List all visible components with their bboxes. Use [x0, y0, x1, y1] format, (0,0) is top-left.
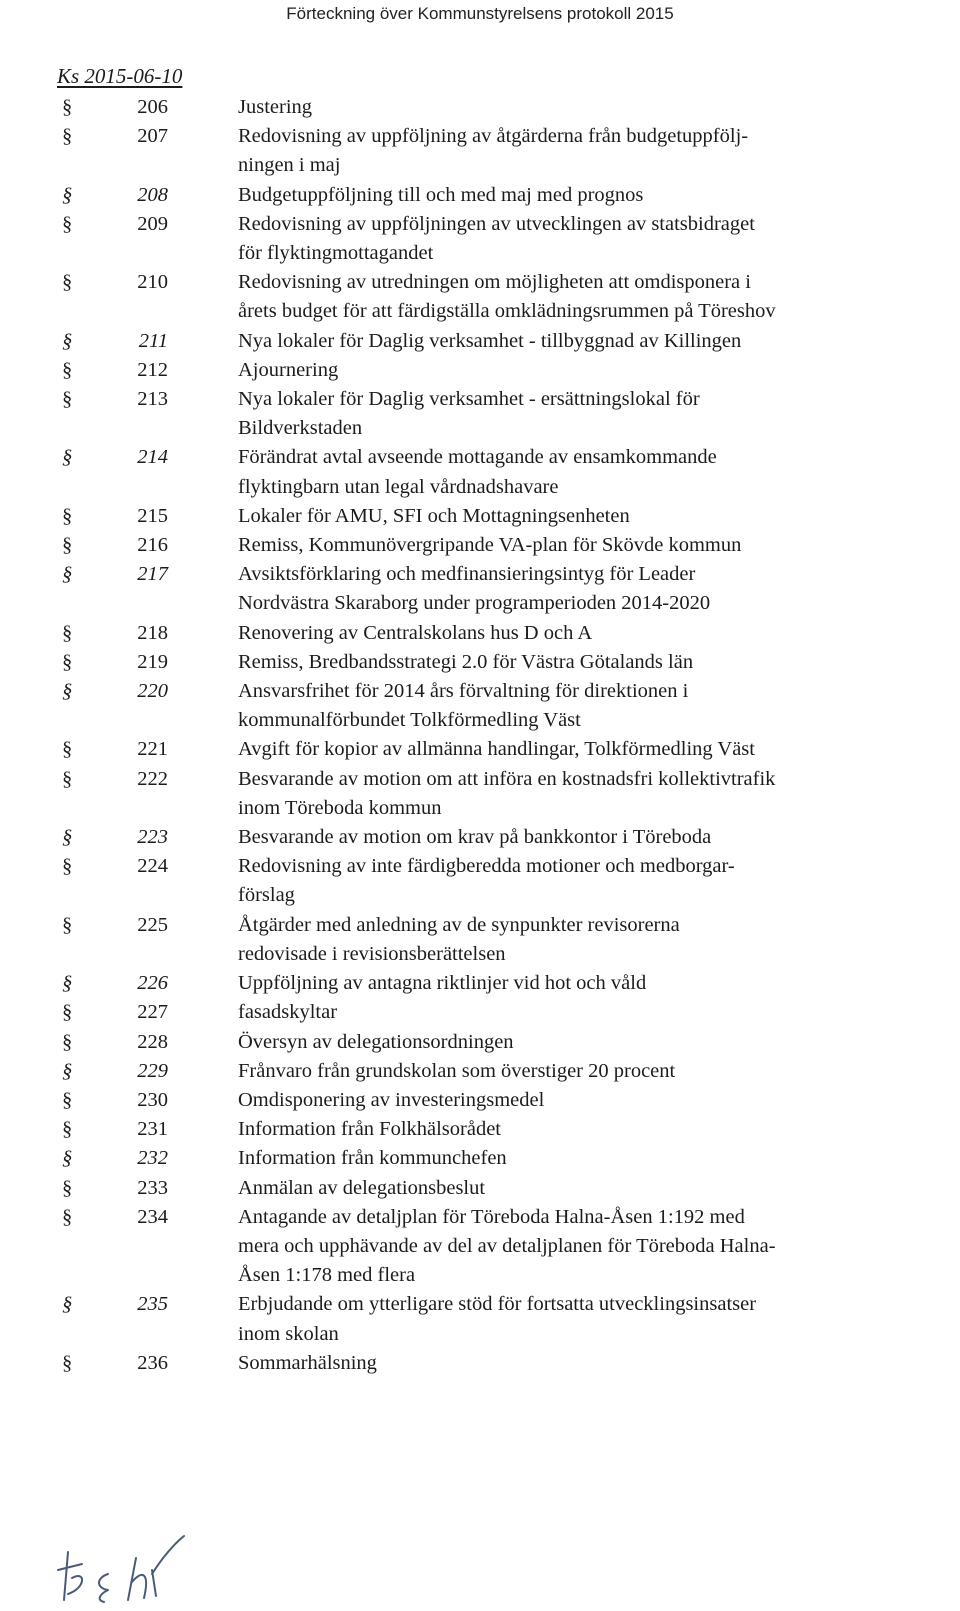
protocol-item — [0, 210, 960, 268]
section-sign: § — [62, 388, 73, 411]
section-sign: § — [62, 1001, 73, 1024]
protocol-item — [0, 1115, 960, 1144]
protocol-item — [0, 1086, 960, 1115]
signature-initials — [56, 1530, 216, 1604]
item-number: 232 — [137, 1147, 168, 1170]
item-number: 216 — [137, 534, 168, 557]
section-sign: § — [62, 826, 73, 849]
protocol-item — [0, 560, 960, 618]
section-sign: § — [62, 1351, 73, 1374]
item-title: Anmälan av delegationsbeslut — [238, 1176, 486, 1199]
protocol-item — [0, 677, 960, 735]
item-title: Antagande av detaljplan för Töreboda Halna-Åsen 1:192 med mera och upphävande av del av detaljplanen för Töreboda Halna- Åsen 1:178 med flera — [238, 1205, 776, 1287]
item-title: Remiss, Kommunövergripande VA-plan för Skövde kommun — [238, 534, 742, 557]
item-title: Besvarande av motion om att införa en kostnadsfri kollektivtrafik inom Töreboda kommun — [238, 767, 776, 819]
item-number: 225 — [137, 913, 168, 936]
protocol-item — [0, 619, 960, 648]
item-title: Redovisning av inte färdigberedda motioner och medborgar- förslag — [238, 855, 735, 907]
item-title: Information från Folkhälsorådet — [238, 1118, 502, 1141]
item-number: 219 — [137, 650, 168, 673]
item-title: Remiss, Bredbandsstrategi 2.0 för Västra Götalands län — [238, 650, 694, 673]
item-title: Ansvarsfrihet för 2014 års förvaltning för direktionen i kommunalförbundet Tolkförmedling Väst — [238, 680, 689, 732]
protocol-item — [0, 1144, 960, 1173]
item-number: 233 — [137, 1176, 168, 1199]
section-sign: § — [62, 1147, 73, 1170]
protocol-item — [0, 911, 960, 969]
section-sign: § — [62, 1176, 73, 1199]
protocol-item — [0, 735, 960, 764]
item-number: 236 — [137, 1351, 168, 1374]
protocol-item — [0, 969, 960, 998]
item-title: Budgetuppföljning till och med maj med prognos — [238, 183, 644, 206]
item-number: 217 — [137, 563, 168, 586]
section-sign: § — [62, 1059, 73, 1082]
protocol-item — [0, 1057, 960, 1086]
item-title: Uppföljning av antagna riktlinjer vid hot och våld — [238, 972, 647, 995]
section-sign: § — [62, 1118, 73, 1141]
protocol-item — [0, 93, 960, 122]
item-title: Nya lokaler för Daglig verksamhet - tillbyggnad av Killingen — [238, 329, 742, 352]
item-number: 213 — [137, 388, 168, 411]
protocol-item — [0, 356, 960, 385]
protocol-item — [0, 1174, 960, 1203]
protocol-item — [0, 531, 960, 560]
item-title: Information från kommunchefen — [238, 1147, 507, 1170]
section-sign: § — [62, 767, 73, 790]
item-number: 206 — [137, 96, 168, 118]
protocol-item — [0, 998, 960, 1027]
section-sign: § — [62, 913, 73, 936]
section-sign: § — [62, 1030, 73, 1053]
item-number: 210 — [137, 271, 168, 294]
item-number: 207 — [137, 125, 168, 148]
item-number: 231 — [137, 1118, 168, 1141]
section-sign: § — [62, 738, 73, 761]
item-title: Lokaler för AMU, SFI och Mottagningsenheten — [238, 504, 630, 527]
item-title: fasadskyltar — [238, 1001, 338, 1024]
protocol-item-list — [0, 93, 960, 1378]
item-number: 223 — [137, 826, 168, 849]
item-title: Omdisponering av investeringsmedel — [238, 1088, 545, 1111]
section-sign: § — [62, 183, 73, 206]
item-number: 209 — [137, 212, 168, 235]
section-sign: § — [62, 446, 73, 469]
section-sign: § — [62, 1088, 73, 1111]
protocol-item — [0, 1290, 960, 1348]
section-sign: § — [62, 96, 73, 118]
item-title: Redovisning av utredningen om möjligheten att omdisponera i årets budget för att färdigställa omklädningsrummen på Töreshov — [238, 271, 776, 323]
item-title: Besvarande av motion om krav på bankkontor i Töreboda — [238, 826, 712, 849]
item-title: Ajournering — [238, 358, 339, 381]
section-sign: § — [62, 563, 73, 586]
protocol-item — [0, 648, 960, 677]
item-title: Erbjudande om ytterligare stöd för fortsatta utvecklingsinsatser inom skolan — [238, 1293, 757, 1345]
meeting-date: Ks 2015-06-10 — [57, 64, 183, 88]
item-number: 234 — [137, 1205, 168, 1228]
item-number: 229 — [137, 1059, 168, 1082]
section-sign: § — [62, 125, 73, 148]
item-title: Avgift för kopior av allmänna handlingar, Tolkförmedling Väst — [238, 738, 755, 761]
item-title: Justering — [238, 96, 313, 118]
item-number: 208 — [137, 183, 168, 206]
section-sign: § — [62, 504, 73, 527]
section-sign: § — [62, 534, 73, 557]
item-number: 226 — [137, 972, 168, 995]
section-sign: § — [62, 212, 73, 235]
item-number: 230 — [137, 1088, 168, 1111]
item-number: 215 — [137, 504, 168, 527]
protocol-item — [0, 1028, 960, 1057]
section-sign: § — [62, 1293, 73, 1316]
section-sign: § — [62, 650, 73, 673]
section-sign: § — [62, 621, 73, 644]
section-sign: § — [62, 972, 73, 995]
protocol-item — [0, 765, 960, 823]
item-number: 222 — [137, 767, 168, 790]
section-sign: § — [62, 271, 73, 294]
item-number: 228 — [137, 1030, 168, 1053]
item-title: Översyn av delegationsordningen — [238, 1030, 514, 1053]
item-title: Renovering av Centralskolans hus D och A — [238, 621, 593, 644]
section-sign: § — [62, 855, 73, 878]
protocol-item — [0, 181, 960, 210]
section-sign: § — [62, 329, 73, 352]
protocol-item — [0, 1203, 960, 1291]
protocol-item — [0, 443, 960, 501]
protocol-item — [0, 327, 960, 356]
item-title: Nya lokaler för Daglig verksamhet - ersättningslokal för Bildverkstaden — [238, 388, 700, 440]
item-title: Redovisning av uppföljningen av utvecklingen av statsbidraget för flyktingmottagandet — [238, 212, 755, 265]
item-number: 211 — [138, 329, 168, 352]
item-number: 220 — [137, 680, 168, 703]
section-sign: § — [62, 1205, 73, 1228]
protocol-item — [0, 385, 960, 443]
item-title: Frånvaro från grundskolan som överstiger 20 procent — [238, 1059, 676, 1082]
item-number: 224 — [137, 855, 168, 878]
item-title: Åtgärder med anledning av de synpunkter revisorerna redovisade i revisionsberättelsen — [238, 913, 680, 965]
section-sign: § — [62, 358, 73, 381]
item-title: Sommarhälsning — [238, 1351, 377, 1374]
protocol-item — [0, 1349, 960, 1378]
item-number: 212 — [137, 358, 168, 381]
item-title: Förändrat avtal avseende mottagande av ensamkommande flyktingbarn utan legal vårdnadshavare — [238, 446, 717, 498]
protocol-item — [0, 502, 960, 531]
page-header: Förteckning över Kommunstyrelsens protokoll 2015 — [286, 4, 674, 23]
item-number: 218 — [137, 621, 168, 644]
item-number: 235 — [137, 1293, 168, 1316]
item-number: 221 — [137, 738, 168, 761]
item-number: 227 — [137, 1001, 168, 1024]
section-sign: § — [62, 680, 73, 703]
protocol-item — [0, 823, 960, 852]
protocol-item — [0, 122, 960, 180]
protocol-item — [0, 268, 960, 326]
item-title: Redovisning av uppföljning av åtgärderna från budgetuppfölj- ningen i maj — [238, 125, 749, 177]
protocol-item — [0, 852, 960, 910]
item-title: Avsiktsförklaring och medfinansieringsintyg för Leader Nordvästra Skaraborg under programperioden 2014-2020 — [238, 563, 711, 615]
item-number: 214 — [137, 446, 168, 469]
